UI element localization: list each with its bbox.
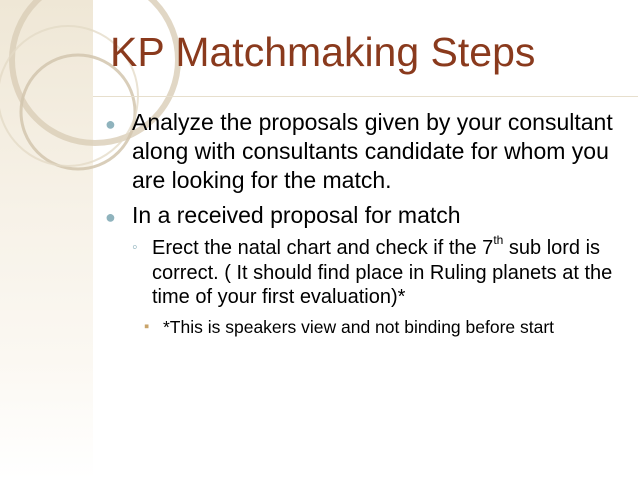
- superscript-ordinal: th: [493, 233, 504, 248]
- circle-bullet-icon: ◦: [132, 239, 138, 256]
- bullet-text: Analyze the proposals given by your consultant along with consultants candidate for whom you are looking for the match.: [132, 109, 613, 193]
- slide-content: [99, 108, 623, 338]
- slide-title: KP Matchmaking Steps: [110, 29, 536, 75]
- sub-bullet-text-start: Erect the natal chart and check if the 7: [152, 237, 494, 259]
- sub-bullet-text-end: sub lord is correct. ( It should find place in Ruling planets at the time of your first evaluation)*: [152, 237, 613, 308]
- bullet-icon: ●: [105, 114, 116, 134]
- small-square-bullet-icon: ▪: [144, 317, 150, 335]
- bullet-item: [99, 108, 623, 195]
- bullet-item: [99, 201, 623, 230]
- bullet-icon: ●: [105, 207, 116, 227]
- note-text: *This is speakers view and not binding before start: [163, 316, 555, 337]
- sub-bullet-item: [99, 233, 623, 310]
- note-bullet-item: [99, 317, 623, 339]
- bullet-text: In a received proposal for match: [132, 202, 461, 228]
- title-divider: [93, 96, 638, 97]
